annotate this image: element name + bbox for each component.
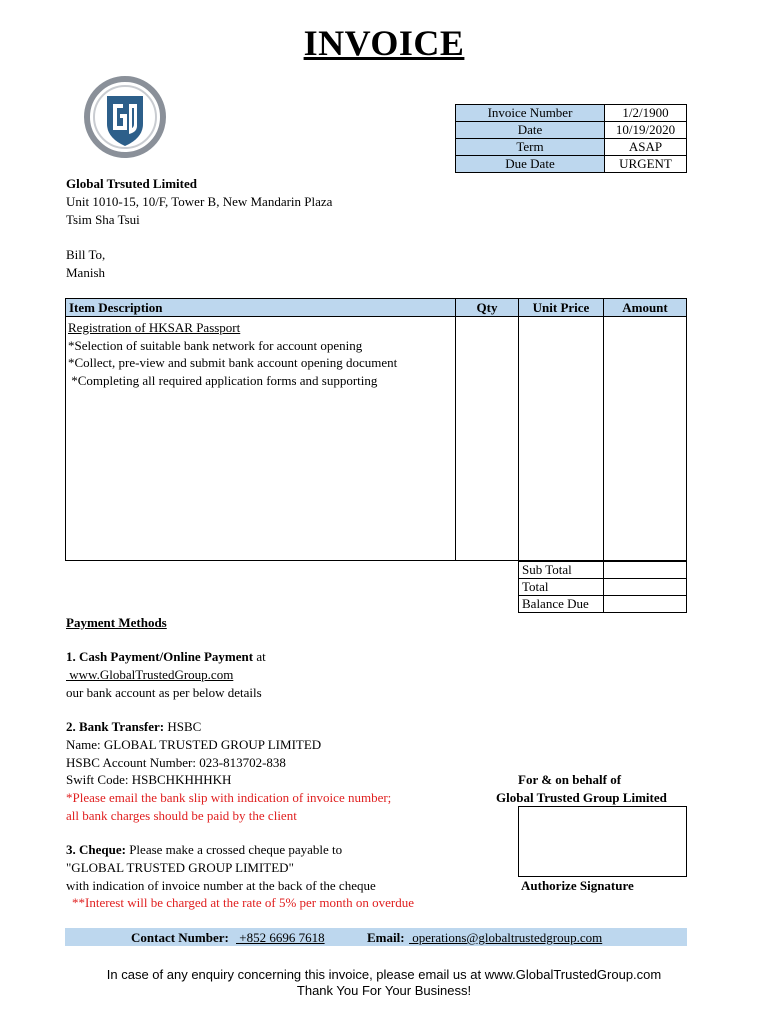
signature-for-line: For & on behalf of bbox=[518, 772, 622, 787]
payment-bank-title: 2. Bank Transfer: bbox=[66, 719, 165, 734]
signature-company: Global Trusted Group Limited bbox=[496, 790, 667, 805]
totals-value bbox=[604, 596, 687, 613]
signature-box bbox=[518, 806, 687, 877]
gtg-shield-logo-icon bbox=[82, 74, 168, 160]
meta-row-date bbox=[456, 122, 687, 139]
cheque-payee: "GLOBAL TRUSTED GROUP LIMITED" bbox=[66, 860, 294, 875]
header-qty: Qty bbox=[456, 299, 519, 317]
bank-warning-line2: all bank charges should be paid by the client bbox=[66, 808, 297, 823]
totals-row-total bbox=[519, 579, 687, 596]
totals-label: Balance Due bbox=[519, 596, 604, 613]
website-link[interactable]: www.GlobalTrustedGroup.com bbox=[66, 667, 234, 682]
payment-cash-at: at bbox=[253, 649, 266, 664]
item-detail-line: *Selection of suitable bank network for account opening bbox=[68, 337, 363, 353]
totals-value bbox=[604, 579, 687, 596]
invoice-meta-table bbox=[455, 104, 687, 173]
payment-cash-line bbox=[66, 648, 266, 666]
contact-email-label: Email: bbox=[367, 930, 405, 945]
contact-number-link[interactable]: +852 6696 7618 bbox=[236, 930, 325, 945]
footer-enquiry-line: In case of any enquiry concerning this invoice, please email us at www.GlobalTrustedGroup.com bbox=[106, 967, 662, 982]
meta-row-term bbox=[456, 139, 687, 156]
item-description-cell bbox=[66, 317, 456, 561]
item-title: Registration of HKSAR Passport bbox=[68, 320, 241, 335]
payment-cash-title: 1. Cash Payment/Online Payment bbox=[66, 649, 254, 664]
totals-label: Total bbox=[519, 579, 604, 596]
contact-email-link[interactable]: operations@globaltrustedgroup.com bbox=[409, 930, 603, 945]
bank-account-name: Name: GLOBAL TRUSTED GROUP LIMITED bbox=[66, 737, 322, 752]
items-table bbox=[65, 298, 687, 561]
payment-cash-note: our bank account as per below details bbox=[66, 685, 262, 700]
meta-value: 10/19/2020 bbox=[605, 122, 687, 139]
payment-bank-line bbox=[66, 718, 201, 736]
cheque-note: with indication of invoice number at the back of the cheque bbox=[66, 878, 376, 893]
meta-row-invoice-number bbox=[456, 105, 687, 122]
payment-cheque-title: 3. Cheque: bbox=[66, 842, 126, 857]
item-row bbox=[66, 317, 687, 561]
payment-cheque-text: Please make a crossed cheque payable to bbox=[125, 842, 343, 857]
item-detail-line: *Completing all required application forms and supporting bbox=[68, 372, 378, 388]
meta-label: Term bbox=[456, 139, 605, 156]
bill-to-name: Manish bbox=[66, 265, 105, 280]
item-unit-price-cell bbox=[519, 317, 604, 561]
meta-label: Invoice Number bbox=[456, 105, 605, 122]
contact-number-label: Contact Number: bbox=[131, 930, 229, 945]
meta-label: Due Date bbox=[456, 156, 605, 173]
totals-label: Sub Total bbox=[519, 562, 604, 579]
meta-row-due-date bbox=[456, 156, 687, 173]
totals-table bbox=[518, 561, 687, 613]
signature-label: Authorize Signature bbox=[521, 878, 634, 893]
payment-bank-name: HSBC bbox=[164, 719, 202, 734]
header-unit-price: Unit Price bbox=[519, 299, 604, 317]
items-header-row bbox=[66, 299, 687, 317]
totals-row-balance-due bbox=[519, 596, 687, 613]
company-name: Global Trsuted Limited bbox=[66, 176, 197, 191]
payment-cheque-line bbox=[66, 841, 342, 859]
bank-account-number: HSBC Account Number: 023-813702-838 bbox=[66, 755, 286, 770]
totals-row-subtotal bbox=[519, 562, 687, 579]
header-item-description: Item Description bbox=[66, 299, 456, 317]
company-address-line1: Unit 1010-15, 10/F, Tower B, New Mandarin Plaza bbox=[66, 194, 333, 209]
item-detail-line: *Collect, pre-view and submit bank account opening document bbox=[68, 355, 398, 370]
bill-to-label: Bill To, bbox=[66, 247, 106, 262]
footer-thank-you: Thank You For Your Business! bbox=[296, 983, 472, 998]
meta-value: URGENT bbox=[605, 156, 687, 173]
meta-value: 1/2/1900 bbox=[605, 105, 687, 122]
contact-bar bbox=[65, 928, 687, 946]
header-amount: Amount bbox=[604, 299, 687, 317]
interest-warning: **Interest will be charged at the rate of 5% per month on overdue bbox=[72, 895, 414, 910]
item-amount-cell bbox=[604, 317, 687, 561]
bank-warning-line1: *Please email the bank slip with indication of invoice number; bbox=[66, 790, 392, 805]
meta-value: ASAP bbox=[605, 139, 687, 156]
payment-methods-heading: Payment Methods bbox=[66, 615, 167, 630]
company-address-line2: Tsim Sha Tsui bbox=[66, 212, 140, 227]
bank-swift-code: Swift Code: HSBCHKHHHKH bbox=[66, 772, 232, 787]
meta-label: Date bbox=[456, 122, 605, 139]
invoice-title: INVOICE bbox=[303, 23, 465, 63]
totals-value bbox=[604, 562, 687, 579]
item-qty-cell bbox=[456, 317, 519, 561]
